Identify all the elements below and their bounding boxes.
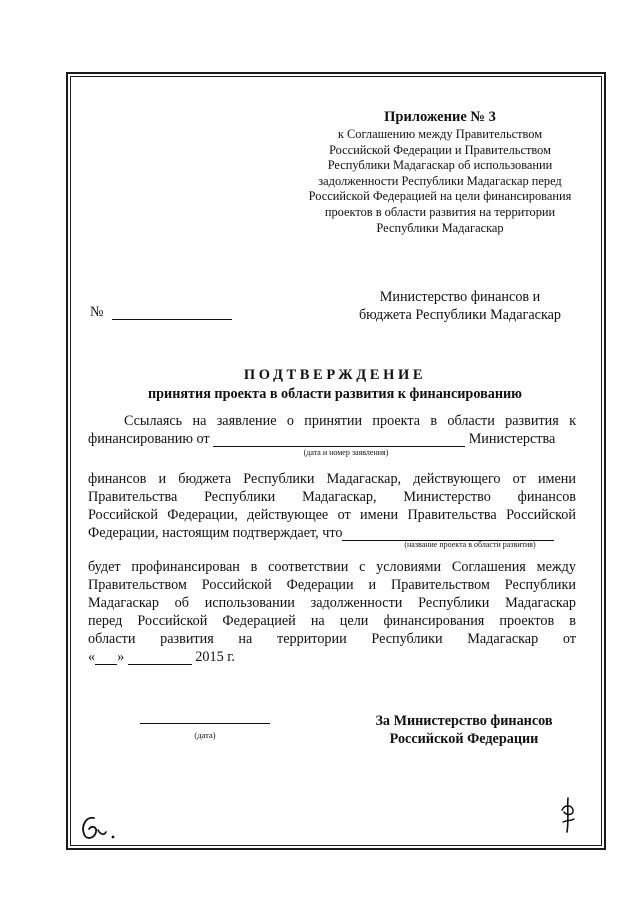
handwritten-mark [556,796,580,836]
addressee-line: Министерство финансов и [379,289,541,305]
appendix-line: Российской Федерации и Правительством [329,142,551,157]
appendix-header [300,108,580,236]
signature-line: Российской Федерации [389,731,539,747]
body-text: Министерства [468,431,556,447]
project-blank [342,526,554,541]
appendix-line: проектов в области развития на территории [324,204,556,219]
appendix-line: Республики Мадагаскар [376,220,504,235]
body-text: Федерации, настоящим подтверждает, что [88,525,343,541]
appendix-line: к Соглашению между Правительством [337,127,543,141]
body-line: области развития на территории Республики Мадагаскар от [88,631,576,647]
quote-open: « [88,649,96,665]
body-line: финансов и бюджета Республики Мадагаскар, действующего от имени [88,471,576,487]
appendix-title: Приложение № 3 [384,109,496,125]
year-text: 2015 г. [195,649,235,665]
signature-block [364,712,564,748]
appendix-line: Республики Мадагаскар об использовании [327,158,553,173]
body-line: Правительством Российской Федерации и Правительством Республики [88,577,576,593]
document-number [90,304,232,321]
caption-project: (название проекта в области развития) [404,540,536,549]
body-line: Ссылаясь на заявление о принятии проекта в области развития к [124,413,576,429]
body-line: Правительства Республики Мадагаскар, Министерство финансов [88,489,576,505]
body-line: будет профинансирован в соответствии с условиями Соглашения между [88,559,576,575]
body-text: финансированию от [88,431,210,447]
number-blank [112,305,232,320]
body-line-date [88,430,576,448]
addressee-line: бюджета Республики Мадагаскар [358,307,562,323]
number-label: № [90,304,104,320]
handwritten-initials [78,810,128,844]
signature-date-blank [140,722,270,724]
signature-line: За Министерство финансов [375,713,553,729]
day-blank [95,650,117,665]
appendix-line: Российской Федерацией на цели финансирования [308,189,572,204]
appendix-line: задолженности Республики Мадагаскар перед [318,173,562,188]
addressee-block [340,288,580,324]
signature-date-caption: (дата) [194,730,216,740]
heading-title: ПОДТВЕРЖДЕНИЕ [243,367,427,383]
date-blank [213,432,465,447]
heading-subtitle: принятия проекта в области развития к финансированию [147,386,523,402]
body-line: Мадагаскар об использовании задолженности Республики Мадагаскар [88,595,576,611]
body-line-year [88,648,235,666]
month-blank [128,650,192,665]
document-heading [90,366,580,403]
caption-date: (дата и номер заявления) [303,448,389,457]
body-line: Российской Федерации, действующее от имени Правительства Российской [88,507,576,523]
body-line: перед Российской Федерацией на цели финансирования проектов в [88,613,576,629]
quote-close: » [117,649,125,665]
